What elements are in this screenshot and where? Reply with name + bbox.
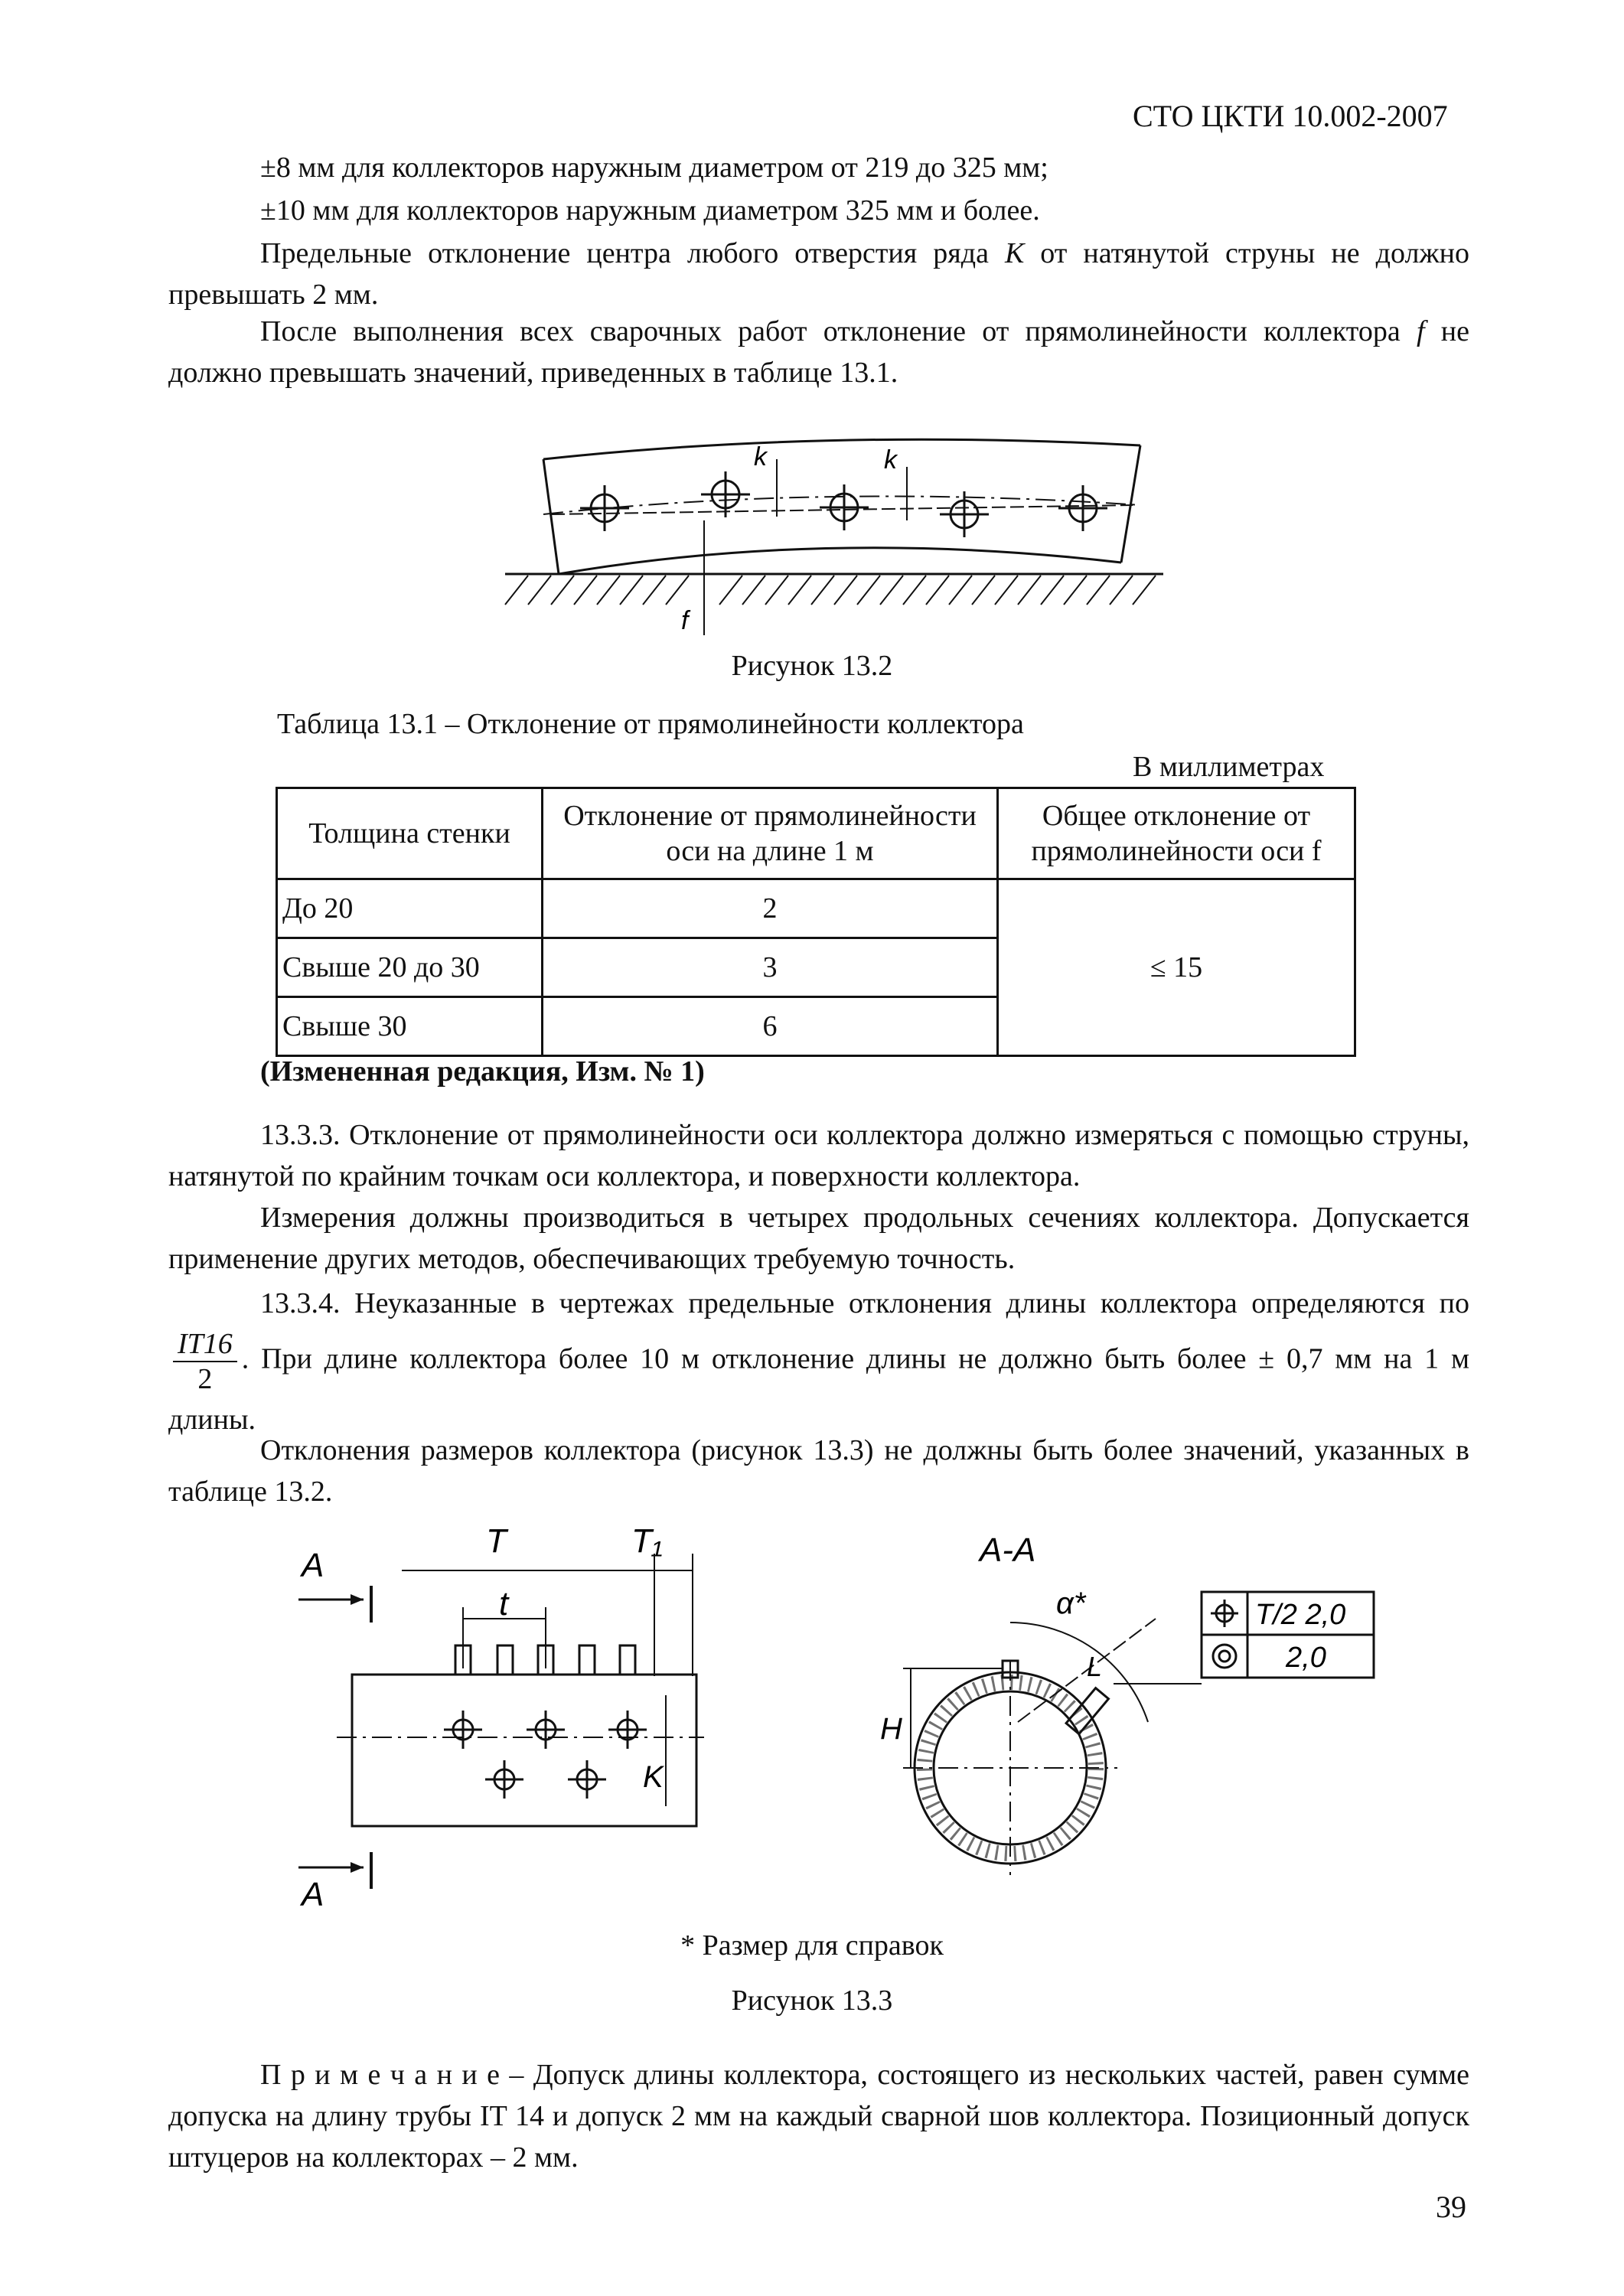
figure-13-2-drawing [490, 429, 1179, 635]
column-header-thickness: Толщина стенки [277, 788, 543, 879]
label-k-right: k [884, 445, 897, 475]
figure-13-3-section-view [857, 1523, 1378, 1875]
cell-per-meter: 2 [543, 879, 998, 938]
paragraph-text: Отклонения размеров коллектора (рисунок 13.3) не должны быть более значений, указанных в таблице 13.2. [168, 1434, 1469, 1508]
symbol-f: f [1417, 315, 1425, 347]
cell-total: ≤ 15 [998, 879, 1355, 1056]
label-T: T [486, 1523, 507, 1560]
label-K: K [643, 1760, 664, 1794]
paragraph-text: 13.3.3. Отклонение от прямолинейности оси коллектора должно измеряться с помощью струны, натянутой по крайним точкам оси коллектора, и поверхности коллектора. [168, 1119, 1469, 1192]
paragraph-text: 13.3.4. Неуказанные в чертежах предельные отклонения длины коллектора определяются по [260, 1287, 1469, 1319]
fraction-numerator: IT16 [173, 1327, 237, 1362]
cell-thickness: До 20 [277, 879, 543, 938]
note-text: – Допуск длины коллектора, состоящего из нескольких частей, равен сумме допуска на длину трубы IT 14 и допуск 2 мм на каждый сварной шов коллектора. Позиционный допуск штуцеров на коллекторах – 2 мм. [168, 2059, 1469, 2174]
figure-13-2-caption: Рисунок 13.2 [731, 650, 893, 682]
paragraph-text: ±8 мм для коллекторов наружным диаметром от 219 до 325 мм; [260, 152, 1048, 184]
label-section-a-bottom: A [302, 1876, 324, 1906]
paragraph-tolerance-325 [168, 190, 1469, 231]
label-section-a-top: A [302, 1547, 324, 1584]
paragraph-measurements [168, 1197, 1469, 1280]
table-13-1-units: В миллиметрах [1133, 751, 1325, 783]
paragraph-hole-deviation [168, 233, 1469, 315]
paragraph-tolerance-219-325 [168, 147, 1469, 188]
figure-13-3-caption: Рисунок 13.3 [731, 1985, 893, 2017]
note-paragraph [168, 2054, 1469, 2178]
cell-thickness: Свыше 30 [277, 997, 543, 1056]
column-header-per-meter: Отклонение от прямолинейности оси на длине 1 м [543, 788, 998, 879]
label-H: H [880, 1712, 902, 1746]
fraction-it16 [173, 1327, 237, 1396]
paragraph-deviations [168, 1430, 1469, 1512]
cell-per-meter: 3 [543, 938, 998, 997]
paragraph-13-3-3 [168, 1114, 1469, 1197]
paragraph-text: Предельные отклонение центра любого отверстия ряда [260, 237, 1005, 269]
paragraph-straightness [168, 311, 1469, 393]
document-code: СТО ЦКТИ 10.002-2007 [1133, 99, 1448, 133]
label-t: t [499, 1585, 509, 1623]
label-f: f [681, 606, 689, 635]
amendment-note: (Измененная редакция, Изм. № 1) [260, 1055, 705, 1088]
table-row [277, 879, 1355, 938]
tolerance-position-value: T/2 2,0 [1255, 1599, 1346, 1631]
page-number: 39 [1436, 2190, 1466, 2224]
concentricity-tolerance-icon [1213, 1645, 1236, 1668]
table-13-1-title: Таблица 13.1 – Отклонение от прямолинейности коллектора [277, 708, 1024, 740]
label-alpha: α* [1056, 1587, 1086, 1620]
paragraph-text: ±10 мм для коллекторов наружным диаметром 325 мм и более. [260, 194, 1040, 227]
column-header-total: Общее отклонение от прямолинейности оси f [998, 788, 1355, 879]
table-13-1 [276, 787, 1356, 1057]
label-T1: T₁ [631, 1523, 663, 1560]
label-L: L [1087, 1651, 1103, 1682]
note-label: П р и м е ч а н и е [260, 2059, 500, 2091]
table-header-row [277, 788, 1355, 879]
fraction-denominator: 2 [197, 1363, 213, 1395]
label-k-left: k [754, 442, 767, 471]
position-tolerance-icon [1211, 1600, 1238, 1627]
cell-per-meter: 6 [543, 997, 998, 1056]
label-section-aa: A-A [980, 1531, 1036, 1569]
paragraph-13-3-4 [168, 1280, 1469, 1443]
paragraph-text: от натянутой струны не должно превышать 2 мм. [168, 237, 1470, 311]
figure-13-3-side-view [291, 1523, 719, 1906]
tolerance-concentricity-value: 2,0 [1286, 1642, 1326, 1674]
paragraph-text: Измерения должны производиться в четырех продольных сечениях коллектора. Допускается применение других методов, обеспечивающих требуемую точность. [168, 1202, 1469, 1275]
symbol-k: К [1005, 237, 1025, 269]
cell-thickness: Свыше 20 до 30 [277, 938, 543, 997]
paragraph-text: . При длине коллектора более 10 м отклонение длины не должно быть более ± 0,7 мм на 1 м длины. [168, 1342, 1469, 1436]
paragraph-text: После выполнения всех сварочных работ отклонение от прямолинейности коллектора [260, 315, 1417, 347]
paragraph-text: не должно превышать значений, приведенных в таблице 13.1. [168, 315, 1470, 389]
figure-13-3-footnote: * Размер для справок [680, 1929, 944, 1962]
